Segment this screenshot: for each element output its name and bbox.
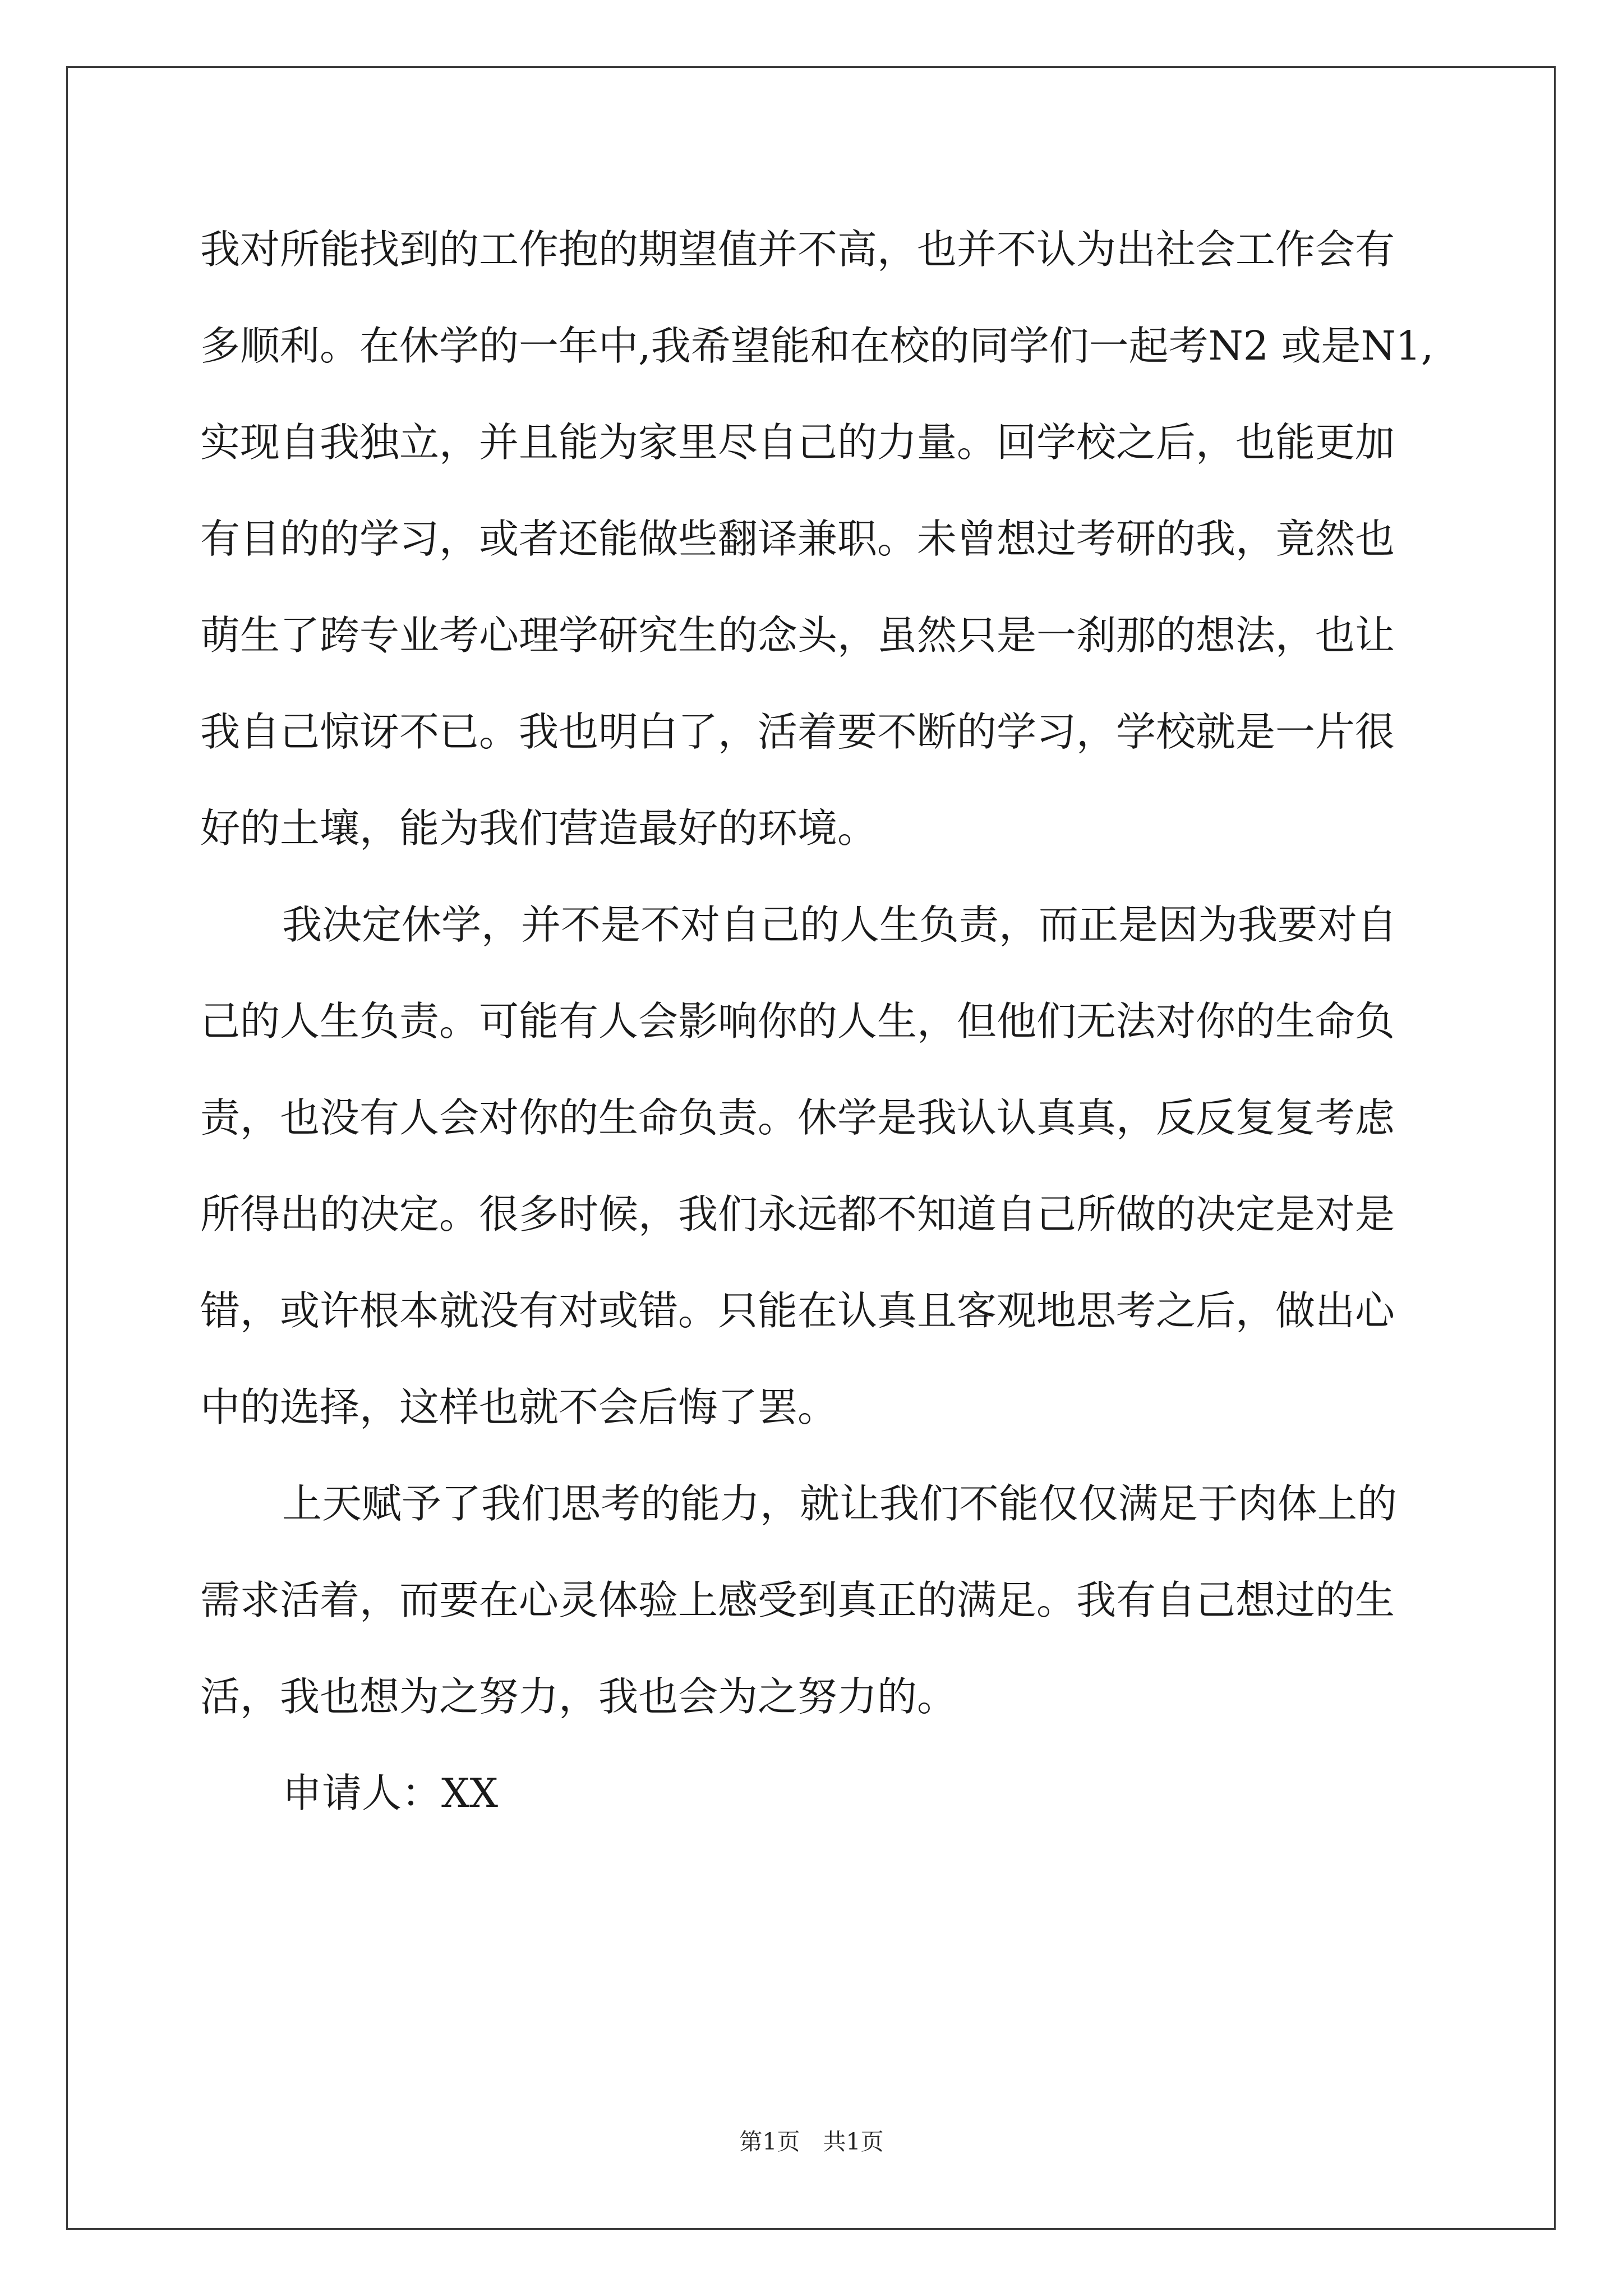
paragraph-start-line: 上天赋予了我们思考的能力，就让我们不能仅仅满足于肉体上的	[282, 1480, 1398, 1527]
text-line: 多顺利。在休学的一年中,我希望能和在校的同学们一起考N2 或是N1,	[200, 323, 1434, 369]
text-line: 责，也没有人会对你的生命负责。休学是我认认真真，反反复复考虑	[200, 1094, 1395, 1141]
text-line: 好的土壤，能为我们营造最好的环境。	[200, 805, 878, 852]
text-line: 我自己惊讶不已。我也明白了，活着要不断的学习，学校就是一片很	[200, 708, 1395, 755]
text-line: 所得出的决定。很多时候，我们永远都不知道自己所做的决定是对是	[200, 1191, 1395, 1237]
text-line: 实现自我独立，并且能为家里尽自己的力量。回学校之后，也能更加	[200, 419, 1395, 466]
page-footer: 第1页 共1页	[739, 2128, 884, 2155]
paragraph-start-line: 我决定休学，并不是不对自己的人生负责，而正是因为我要对自	[282, 901, 1398, 948]
text-line: 活，我也想为之努力，我也会为之努力的。	[200, 1673, 957, 1720]
text-line: 错，或许根本就没有对或错。只能在认真且客观地思考之后，做出心	[200, 1287, 1395, 1334]
text-line: 需求活着，而要在心灵体验上感受到真正的满足。我有自己想过的生	[200, 1577, 1395, 1623]
text-line: 萌生了跨专业考心理学研究生的念头，虽然只是一刹那的想法，也让	[200, 612, 1395, 659]
text-line: 有目的的学习，或者还能做些翻译兼职。未曾想过考研的我，竟然也	[200, 516, 1395, 562]
text-line: 我对所能找到的工作抱的期望值并不高，也并不认为出社会工作会有	[200, 226, 1395, 273]
signature-line: 申请人：XX	[282, 1770, 499, 1816]
page-border	[66, 66, 1556, 2230]
text-line: 中的选择，这样也就不会后悔了罢。	[200, 1384, 838, 1430]
text-line: 己的人生负责。可能有人会影响你的人生，但他们无法对你的生命负	[200, 998, 1395, 1045]
